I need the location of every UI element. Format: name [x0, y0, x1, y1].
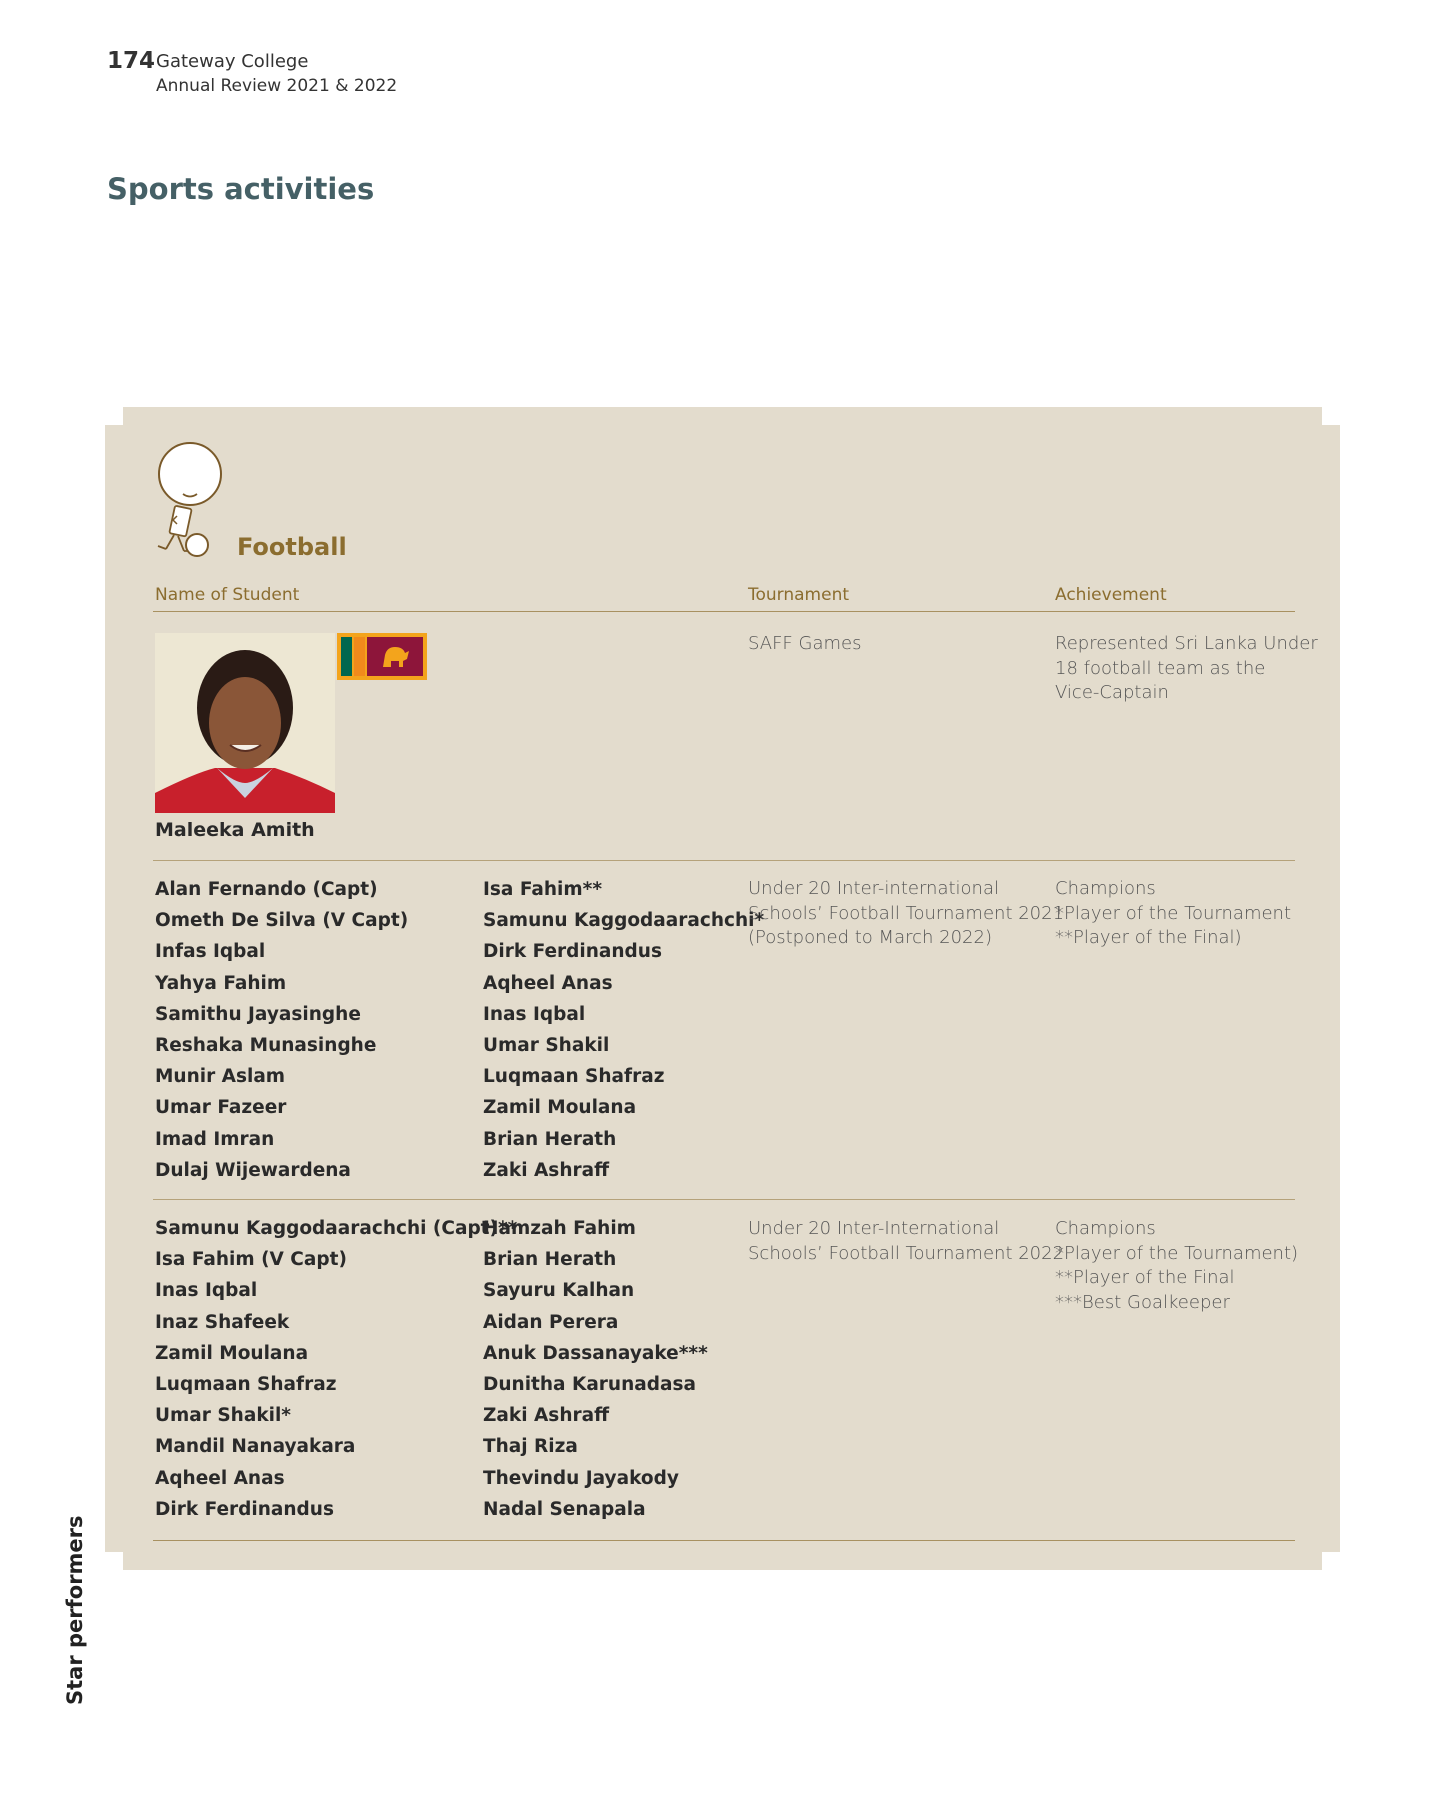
list-item: Munir Aslam — [155, 1066, 286, 1088]
list-item: Hamzah Fahim — [483, 1218, 636, 1239]
list-item: Zamil Moulana — [155, 1342, 309, 1364]
list-item: Thaj Riza — [483, 1436, 578, 1458]
student-portrait — [155, 633, 335, 813]
list-item: Dulaj Wijewardena — [155, 1159, 351, 1181]
list-item: Zaki Ashraff — [483, 1405, 610, 1427]
list-item: Isa Fahim (V Capt) — [155, 1249, 347, 1271]
list-item: Mandil Nanayakara — [155, 1436, 356, 1458]
publication-subtitle: Annual Review 2021 & 2022 — [156, 76, 398, 96]
side-section-label: Star performers — [63, 1515, 87, 1705]
list-item: Reshaka Munasinghe — [155, 1034, 377, 1056]
page-number: 174 — [107, 48, 156, 74]
list-item: Yahya Fahim — [155, 972, 287, 994]
sport-title: Football — [237, 533, 347, 561]
list-item: Sayuru Kalhan — [483, 1280, 635, 1302]
publication-title: Gateway College — [156, 51, 309, 72]
sri-lanka-flag — [337, 633, 427, 680]
list-item: Dunitha Karunadasa — [483, 1373, 696, 1395]
list-item: Thevindu Jayakody — [483, 1467, 679, 1489]
list-item: Luqmaan Shafraz — [483, 1066, 665, 1088]
list-item: Umar Shakil — [483, 1034, 610, 1056]
team-2021-names-right — [483, 878, 764, 1190]
list-item: Infas Iqbal — [155, 941, 266, 963]
list-item: Aidan Perera — [483, 1311, 619, 1333]
list-item: Samunu Kaggodaarachchi (Capt)** — [155, 1218, 518, 1239]
featured-tournament: SAFF Games — [748, 633, 862, 654]
list-item: Zamil Moulana — [483, 1097, 637, 1119]
list-item: Zaki Ashraff — [483, 1159, 610, 1181]
team-2022-tournament: Under 20 Inter-International Schools’ Football Tournament 2022 — [748, 1218, 1065, 1264]
list-item: Alan Fernando (Capt) — [155, 879, 378, 900]
column-header-tournament: Tournament — [748, 585, 850, 605]
featured-achievement: Represented Sri Lanka Under 18 football team as the Vice-Captain — [1055, 633, 1318, 703]
row-divider — [153, 1199, 1295, 1200]
team-2021-names-left — [155, 878, 408, 1190]
list-item: Inaz Shafeek — [155, 1311, 290, 1333]
list-item: Nadal Senapala — [483, 1498, 646, 1520]
list-item: Samithu Jayasinghe — [155, 1003, 361, 1025]
team-2022-achievement: Champions *Player of the Tournament) **Player of the Final ***Best Goalkeeper — [1055, 1218, 1299, 1313]
list-item: Umar Shakil* — [155, 1405, 291, 1427]
list-item: Aqheel Anas — [483, 972, 613, 994]
list-item: Dirk Ferdinandus — [483, 941, 662, 963]
list-item: Brian Herath — [483, 1128, 617, 1150]
featured-student-name: Maleeka Amith — [155, 819, 315, 841]
team-2021-achievement: Champions *Player of the Tournament **Player of the Final) — [1055, 878, 1292, 948]
list-item: Inas Iqbal — [155, 1280, 258, 1302]
list-item: Ometh De Silva (V Capt) — [155, 910, 409, 932]
header-divider — [153, 611, 1295, 612]
column-header-achievement: Achievement — [1055, 585, 1167, 605]
list-item: Luqmaan Shafraz — [155, 1373, 337, 1395]
list-item: Dirk Ferdinandus — [155, 1498, 334, 1520]
list-item: Inas Iqbal — [483, 1003, 586, 1025]
row-divider — [153, 860, 1295, 861]
team-2022-names-left — [155, 1217, 517, 1529]
list-item: Imad Imran — [155, 1128, 275, 1150]
list-item: Anuk Dassanayake*** — [483, 1342, 708, 1364]
team-2022-names-right — [483, 1217, 708, 1529]
football-player-icon — [152, 441, 238, 559]
list-item: Aqheel Anas — [155, 1467, 285, 1489]
section-title: Sports activities — [107, 172, 375, 206]
list-item: Samunu Kaggodaarachchi* — [483, 910, 765, 932]
column-header-name: Name of Student — [155, 585, 300, 605]
list-item: Brian Herath — [483, 1249, 617, 1271]
list-item: Isa Fahim** — [483, 879, 602, 900]
team-2021-tournament: Under 20 Inter-international Schools’ Football Tournament 2021 (Postponed to March 2022) — [748, 878, 1065, 948]
list-item: Umar Fazeer — [155, 1097, 287, 1119]
table-bottom-divider — [153, 1540, 1295, 1541]
